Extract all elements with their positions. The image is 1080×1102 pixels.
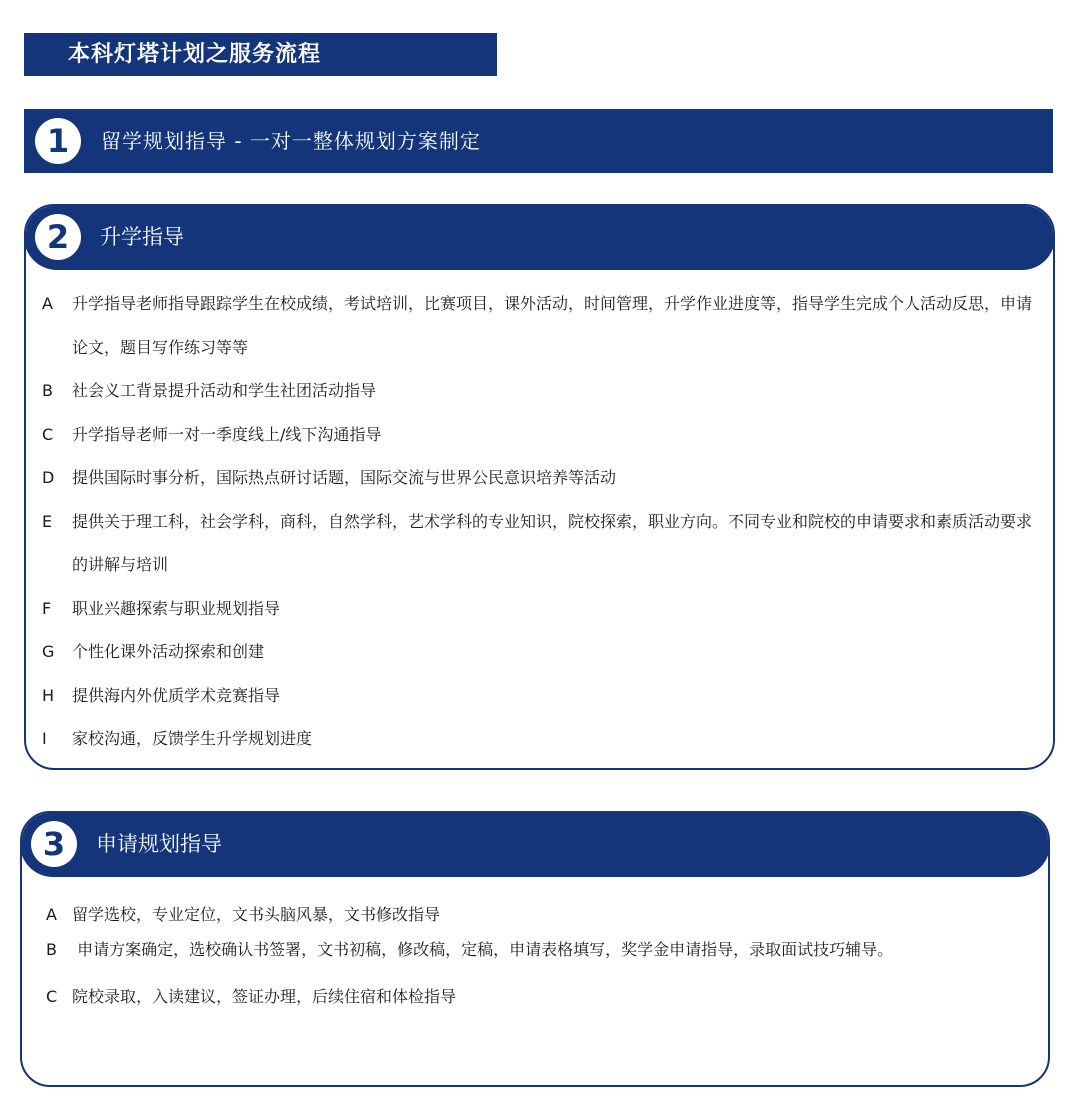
- list-item: [42, 282, 1039, 369]
- item-text: 升学指导老师一对一季度线上/线下沟通指导: [72, 424, 382, 444]
- item-letter: C: [42, 424, 54, 444]
- item-letter: I: [42, 729, 47, 748]
- item-letter: B: [42, 381, 53, 400]
- item-text: 提供国际时事分析，国际热点研讨话题，国际交流与世界公民意识培养等活动: [72, 468, 617, 487]
- item-letter: E: [42, 511, 53, 531]
- item-text: 提供关于理工科，社会学科，商科，自然学科，艺术学科的专业知识，院校探索，职业方向。不同专业和院校的申请要求和素质活动要求的讲解与培训: [72, 511, 1033, 574]
- list-item: [38, 933, 1034, 967]
- item-text: 申请方案确定，选校确认书签署，文书初稿，修改稿，定稿，申请表格填写，奖学金申请指导，录取面试技巧辅导。: [77, 940, 894, 959]
- step-2-card: [24, 204, 1055, 770]
- step-3-title: 申请规划指导: [96, 832, 222, 856]
- item-text: 升学指导老师指导跟踪学生在校成绩，考试培训，比赛项目，课外活动，时间管理，升学作业进度等，指导学生完成个人活动反思，申请论文，题目写作练习等等: [72, 294, 1033, 357]
- list-item: [42, 369, 1039, 413]
- item-text: 院校录取，入读建议，签证办理，后续住宿和体检指导: [72, 987, 457, 1006]
- list-item: [42, 587, 1039, 631]
- item-text: 个性化课外活动探索和创建: [72, 642, 265, 661]
- step-1-title: 留学规划指导 - 一对一整体规划方案制定: [101, 129, 481, 153]
- item-letter: C: [46, 987, 58, 1006]
- step-1-banner: [24, 109, 1053, 173]
- item-letter: G: [42, 642, 55, 661]
- step-2-header: [24, 204, 1055, 270]
- item-letter: B: [46, 940, 57, 959]
- step-2-list: [42, 282, 1039, 761]
- list-item: [42, 456, 1039, 500]
- item-text: 职业兴趣探索与职业规划指导: [72, 598, 281, 618]
- step-1-number: 1: [35, 118, 81, 164]
- list-item: [42, 674, 1039, 718]
- step-3-number: 3: [31, 821, 77, 867]
- item-text: 社会义工背景提升活动和学生社团活动指导: [72, 381, 377, 400]
- item-letter: H: [42, 685, 55, 705]
- item-text: 家校沟通，反馈学生升学规划进度: [72, 729, 313, 748]
- list-item: [38, 897, 1034, 933]
- step-3-card: [20, 811, 1050, 1087]
- item-letter: A: [42, 294, 53, 313]
- step-3-list: [38, 897, 1034, 1015]
- step-3-header: [20, 811, 1050, 877]
- item-text: 留学选校，专业定位，文书头脑风暴，文书修改指导: [72, 905, 441, 924]
- list-item: [42, 630, 1039, 674]
- list-item: [42, 413, 1039, 457]
- step-2-number: 2: [35, 214, 81, 260]
- page-title: 本科灯塔计划之服务流程: [24, 33, 497, 76]
- step-2-title: 升学指导: [100, 225, 184, 249]
- list-item: [42, 717, 1039, 761]
- list-item: [38, 979, 1034, 1015]
- list-item: [42, 500, 1039, 587]
- item-letter: A: [46, 905, 57, 924]
- item-letter: F: [42, 598, 52, 618]
- item-letter: D: [42, 468, 55, 487]
- item-text: 提供海内外优质学术竞赛指导: [72, 685, 281, 705]
